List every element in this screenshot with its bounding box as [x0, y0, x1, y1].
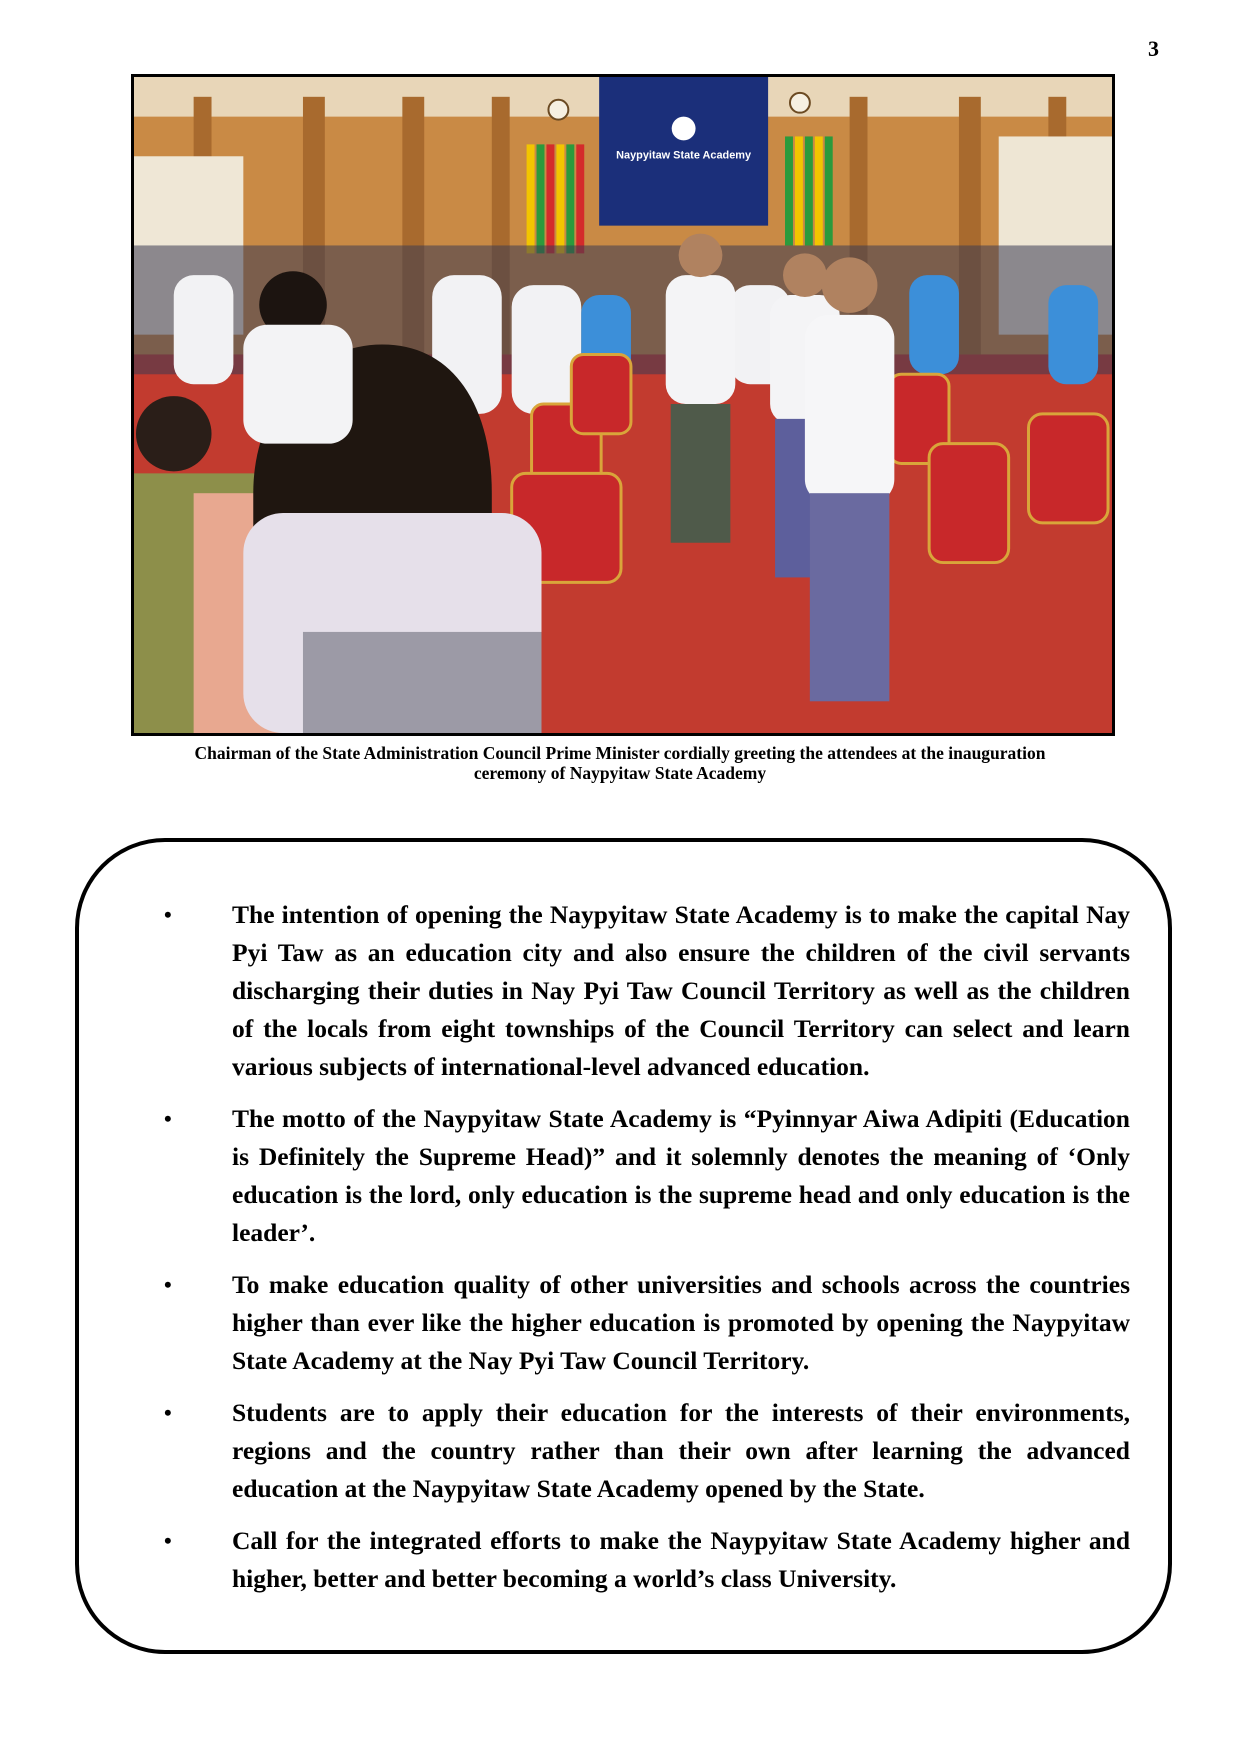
list-item — [159, 1100, 1130, 1252]
banner-title: Naypyitaw State Academy — [616, 149, 752, 162]
ceremony-photo — [131, 74, 1115, 736]
list-item — [159, 1394, 1130, 1508]
bullet-icon: • — [164, 1528, 172, 1553]
list-item — [159, 896, 1130, 1086]
bullet-icon: • — [164, 1106, 172, 1131]
list-item — [159, 1522, 1130, 1598]
bullet-icon: • — [164, 1272, 172, 1297]
key-points-box — [75, 838, 1172, 1654]
key-points-list — [159, 896, 1130, 1612]
list-item-text: To make education quality of other universities and schools across the countries higher than ever like the higher education is promoted by opening the Naypyitaw State Academy at the Nay Pyi Taw Council Territory. — [232, 1270, 1130, 1375]
list-item-text: The intention of opening the Naypyitaw State Academy is to make the capital Nay Pyi Taw as an education city and also ensure the children of the civil servants discharging their duties in Nay Pyi Taw Council Territory as well as the children of the locals from eight townships of the Council Territory can select and learn various subjects of international-level advanced education. — [232, 900, 1130, 1081]
academy-logo — [672, 117, 696, 141]
caption-line-1: Chairman of the State Administration Council Prime Minister cordially greeting the attendees at the inauguration — [194, 743, 1046, 763]
list-item-text: Students are to apply their education for the interests of their environments, regions and the country rather than their own after learning the advanced education at the Naypyitaw State Academy opened by the State. — [232, 1398, 1130, 1503]
list-item — [159, 1266, 1130, 1380]
photo-caption — [100, 743, 1140, 783]
caption-line-2: ceremony of Naypyitaw State Academy — [473, 763, 767, 783]
list-item-text: The motto of the Naypyitaw State Academy is “Pyinnyar Aiwa Adipiti (Education is Definitely the Supreme Head)” and it solemnly denotes the meaning of ‘Only education is the lord, only education is the supreme head and only education is the leader’. — [232, 1104, 1130, 1247]
page-number: 3 — [1148, 36, 1159, 61]
list-item-text: Call for the integrated efforts to make the Naypyitaw State Academy higher and higher, better and better becoming a world’s class University. — [232, 1526, 1130, 1593]
bullet-icon: • — [164, 902, 172, 927]
bullet-icon: • — [164, 1400, 172, 1425]
